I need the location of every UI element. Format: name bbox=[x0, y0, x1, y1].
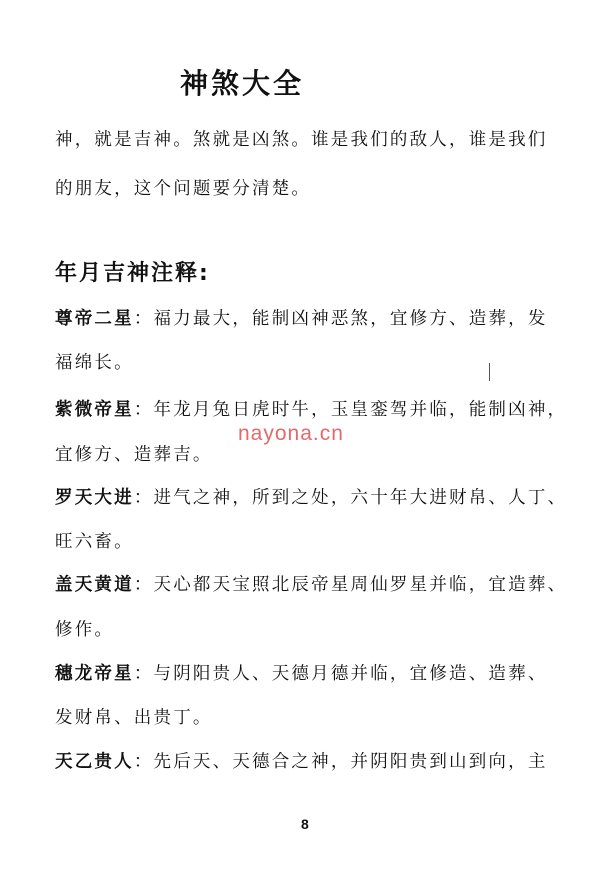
entry-continuation: 发财帛、出贵丁。 bbox=[55, 708, 213, 728]
entry-continuation: 福绵长。 bbox=[55, 353, 134, 373]
page-title: 神煞大全 bbox=[180, 67, 305, 100]
entry-term: 罗天大进 bbox=[55, 488, 134, 508]
page-number: 8 bbox=[301, 816, 309, 832]
entry-text: 与阴阳贵人、天德月德并临，宜修造、造葬、 bbox=[153, 664, 548, 684]
intro-line-2: 的朋友，这个问题要分清楚。 bbox=[55, 179, 312, 199]
entry-separator: ： bbox=[133, 309, 154, 329]
entry-term: 紫微帝星 bbox=[55, 400, 134, 420]
entry-separator: ： bbox=[133, 752, 154, 772]
entry-line bbox=[55, 305, 575, 330]
watermark: nayona.cn bbox=[238, 422, 344, 445]
entry-separator: ： bbox=[133, 575, 154, 595]
entry-continuation: 宜修方、造葬吉。 bbox=[55, 445, 213, 465]
entry-term: 天乙贵人 bbox=[55, 752, 134, 772]
entry-term: 尊帝二星 bbox=[55, 309, 134, 329]
entry-text: 天心都天宝照北辰帝星周仙罗星并临，宜造葬、 bbox=[153, 575, 568, 595]
entry-line bbox=[55, 571, 575, 596]
entry-line bbox=[55, 484, 575, 509]
entry-separator: ： bbox=[133, 664, 154, 684]
entry-line bbox=[55, 396, 575, 421]
entry-term: 盖天黄道 bbox=[55, 575, 134, 595]
entry-separator: ： bbox=[133, 400, 154, 420]
entry-text: 先后天、天德合之神，并阴阳贵到山到向，主 bbox=[153, 752, 548, 772]
entry-text: 年龙月兔日虎时牛，玉皇銮驾并临，能制凶神， bbox=[153, 400, 568, 420]
entry-continuation: 旺六畜。 bbox=[55, 532, 134, 552]
entry-continuation: 修作。 bbox=[55, 620, 115, 640]
entry-separator: ： bbox=[133, 488, 154, 508]
entry-term: 穗龙帝星 bbox=[55, 664, 134, 684]
section-heading: 年月吉神注释: bbox=[55, 261, 210, 286]
intro-line-1: 神，就是吉神。煞就是凶煞。谁是我们的敌人，谁是我们 bbox=[55, 130, 548, 150]
entry-line bbox=[55, 660, 575, 685]
entry-text: 福力最大，能制凶神恶煞，宜修方、造葬，发 bbox=[153, 309, 548, 329]
entry-line bbox=[55, 748, 575, 773]
entry-text: 进气之神，所到之处，六十年大进财帛、人丁、 bbox=[153, 488, 568, 508]
